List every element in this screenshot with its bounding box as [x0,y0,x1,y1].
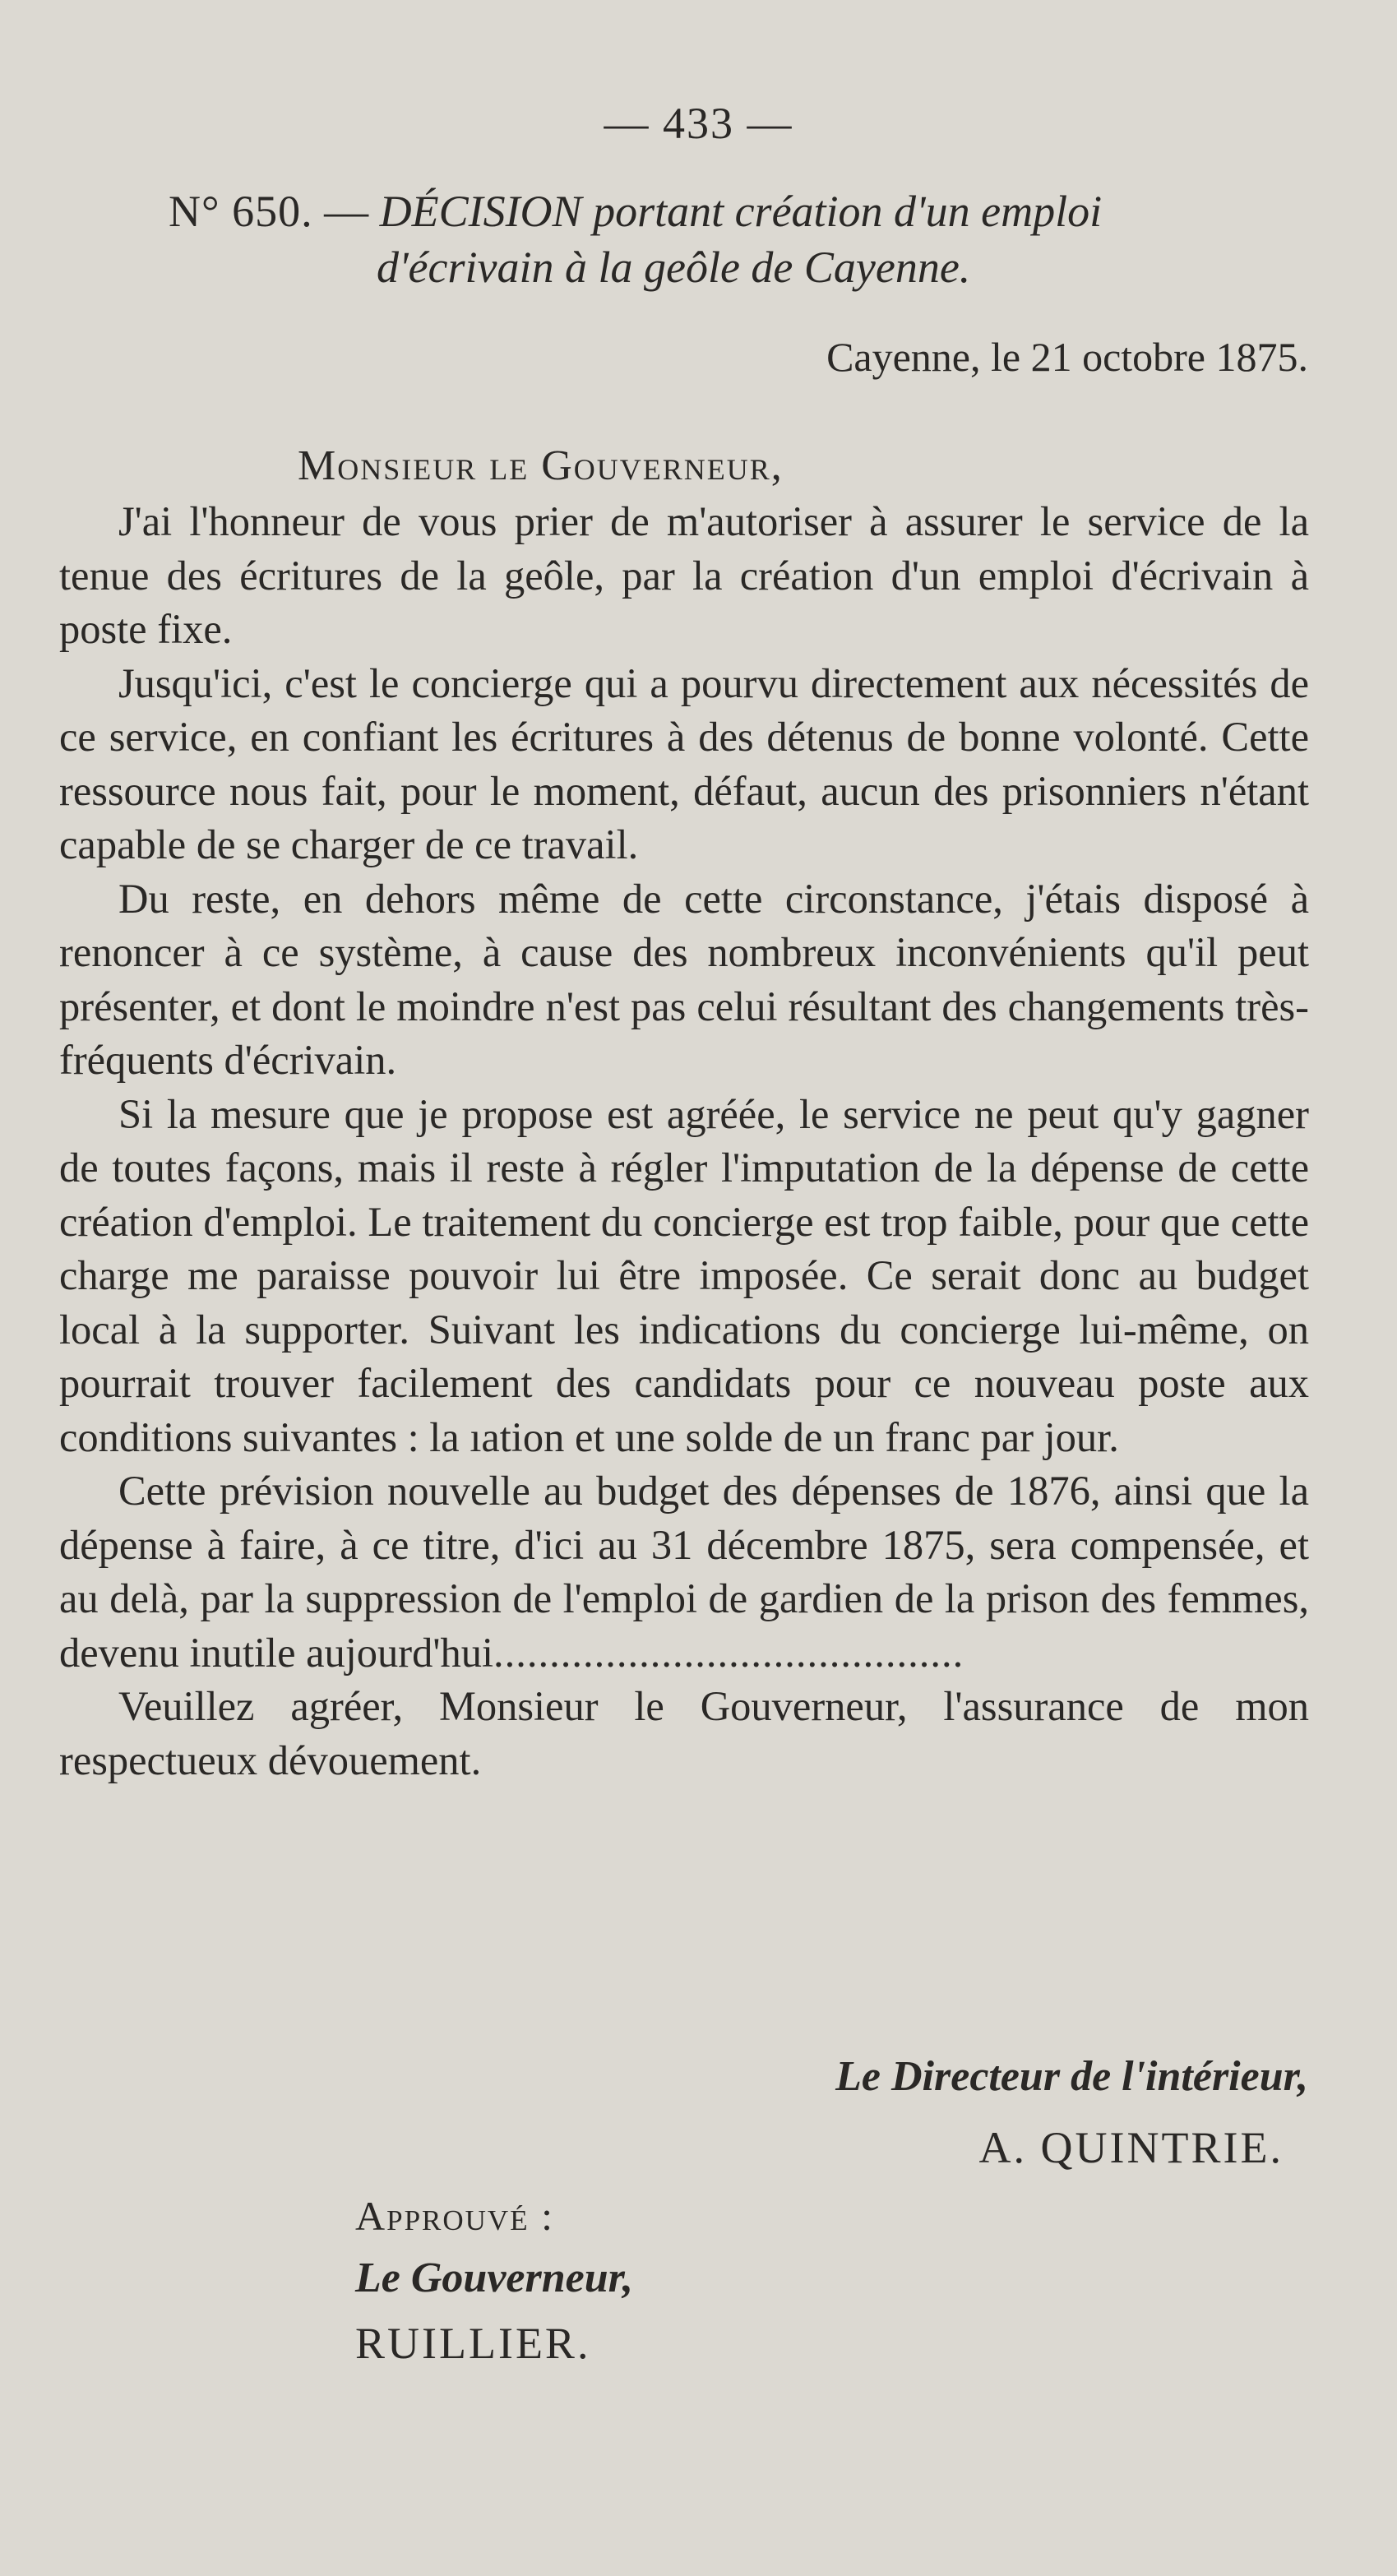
paragraph: Si la mesure que je propose est agréée, le service ne peut qu'y gagner de toutes façons, mais il reste à régler l'imputation de la dépense de cette création d'emploi. Le traitement du concierge est trop faible, pour que cette charge me paraisse pouvoir lui être imposée. Ce serait donc au budget local à la supporter. Suivant les indications du concierge lui-même, on pourrait trouver facilement des candidats pour ce nouveau poste aux conditions suivantes : la ıation et une solde de un franc par jour. [59,1090,1309,1460]
page-number: — 433 — [604,99,793,148]
paragraph-with-leader [59,1464,1309,1680]
signatory-role: Le Directeur de l'intérieur, [835,2053,1308,2100]
paragraph: Du reste, en dehors même de cette circonstance, j'étais disposé à renoncer à ce système, à cause des nombreux inconvénients qu'il peut présenter, et dont le moindre n'est pas celui résultant des changements très-fréquents d'écrivain. [59,875,1309,1083]
paragraph: Veuillez agréer, Monsieur le Gouverneur, l'assurance de mon respectueux dévouement. [59,1683,1309,1783]
approver-name: RUILLIER. [355,2319,591,2368]
decision-number: N° 650. [169,187,313,236]
signatory-name: A. QUINTRIE. [978,2123,1284,2172]
paragraph: Jusqu'ici, c'est le concierge qui a pourvu directement aux nécessités de ce service, en confiant les écritures à des détenus de bonne volonté. Cette ressource nous fait, pour le moment, défaut, aucun des prisonniers n'étant capable de se charger de ce travail. [59,659,1309,867]
title-dash: — [324,187,369,236]
leader-dots: .......................................... [493,1629,964,1676]
approver-role: Le Gouverneur, [355,2255,633,2301]
document-title [169,184,1336,238]
paragraph: Cette prévision nouvelle au budget des dépenses de 1876, ainsi que la dépense à faire, à ce titre, d'ici au 31 décembre 1875, sera compensée, et au delà, par la suppression de l'emploi de gardien de la prison des femmes, devenu inutile aujourd'hui [59,1468,1309,1676]
title-line-2: d'écrivain à la geôle de Cayenne. [377,243,971,292]
salutation: Monsieur le Gouverneur, [298,442,784,489]
approval-label: Approuvé : [355,2193,554,2239]
paragraph: J'ai l'honneur de vous prier de m'autoriser à assurer le service de la tenue des écritures de la geôle, par la création d'un emploi d'écrivain à poste fixe. [59,498,1309,652]
letter-body [59,495,1309,1787]
dateline: Cayenne, le 21 octobre 1875. [826,334,1308,380]
title-line-1: DÉCISION portant création d'un emploi [379,187,1103,236]
